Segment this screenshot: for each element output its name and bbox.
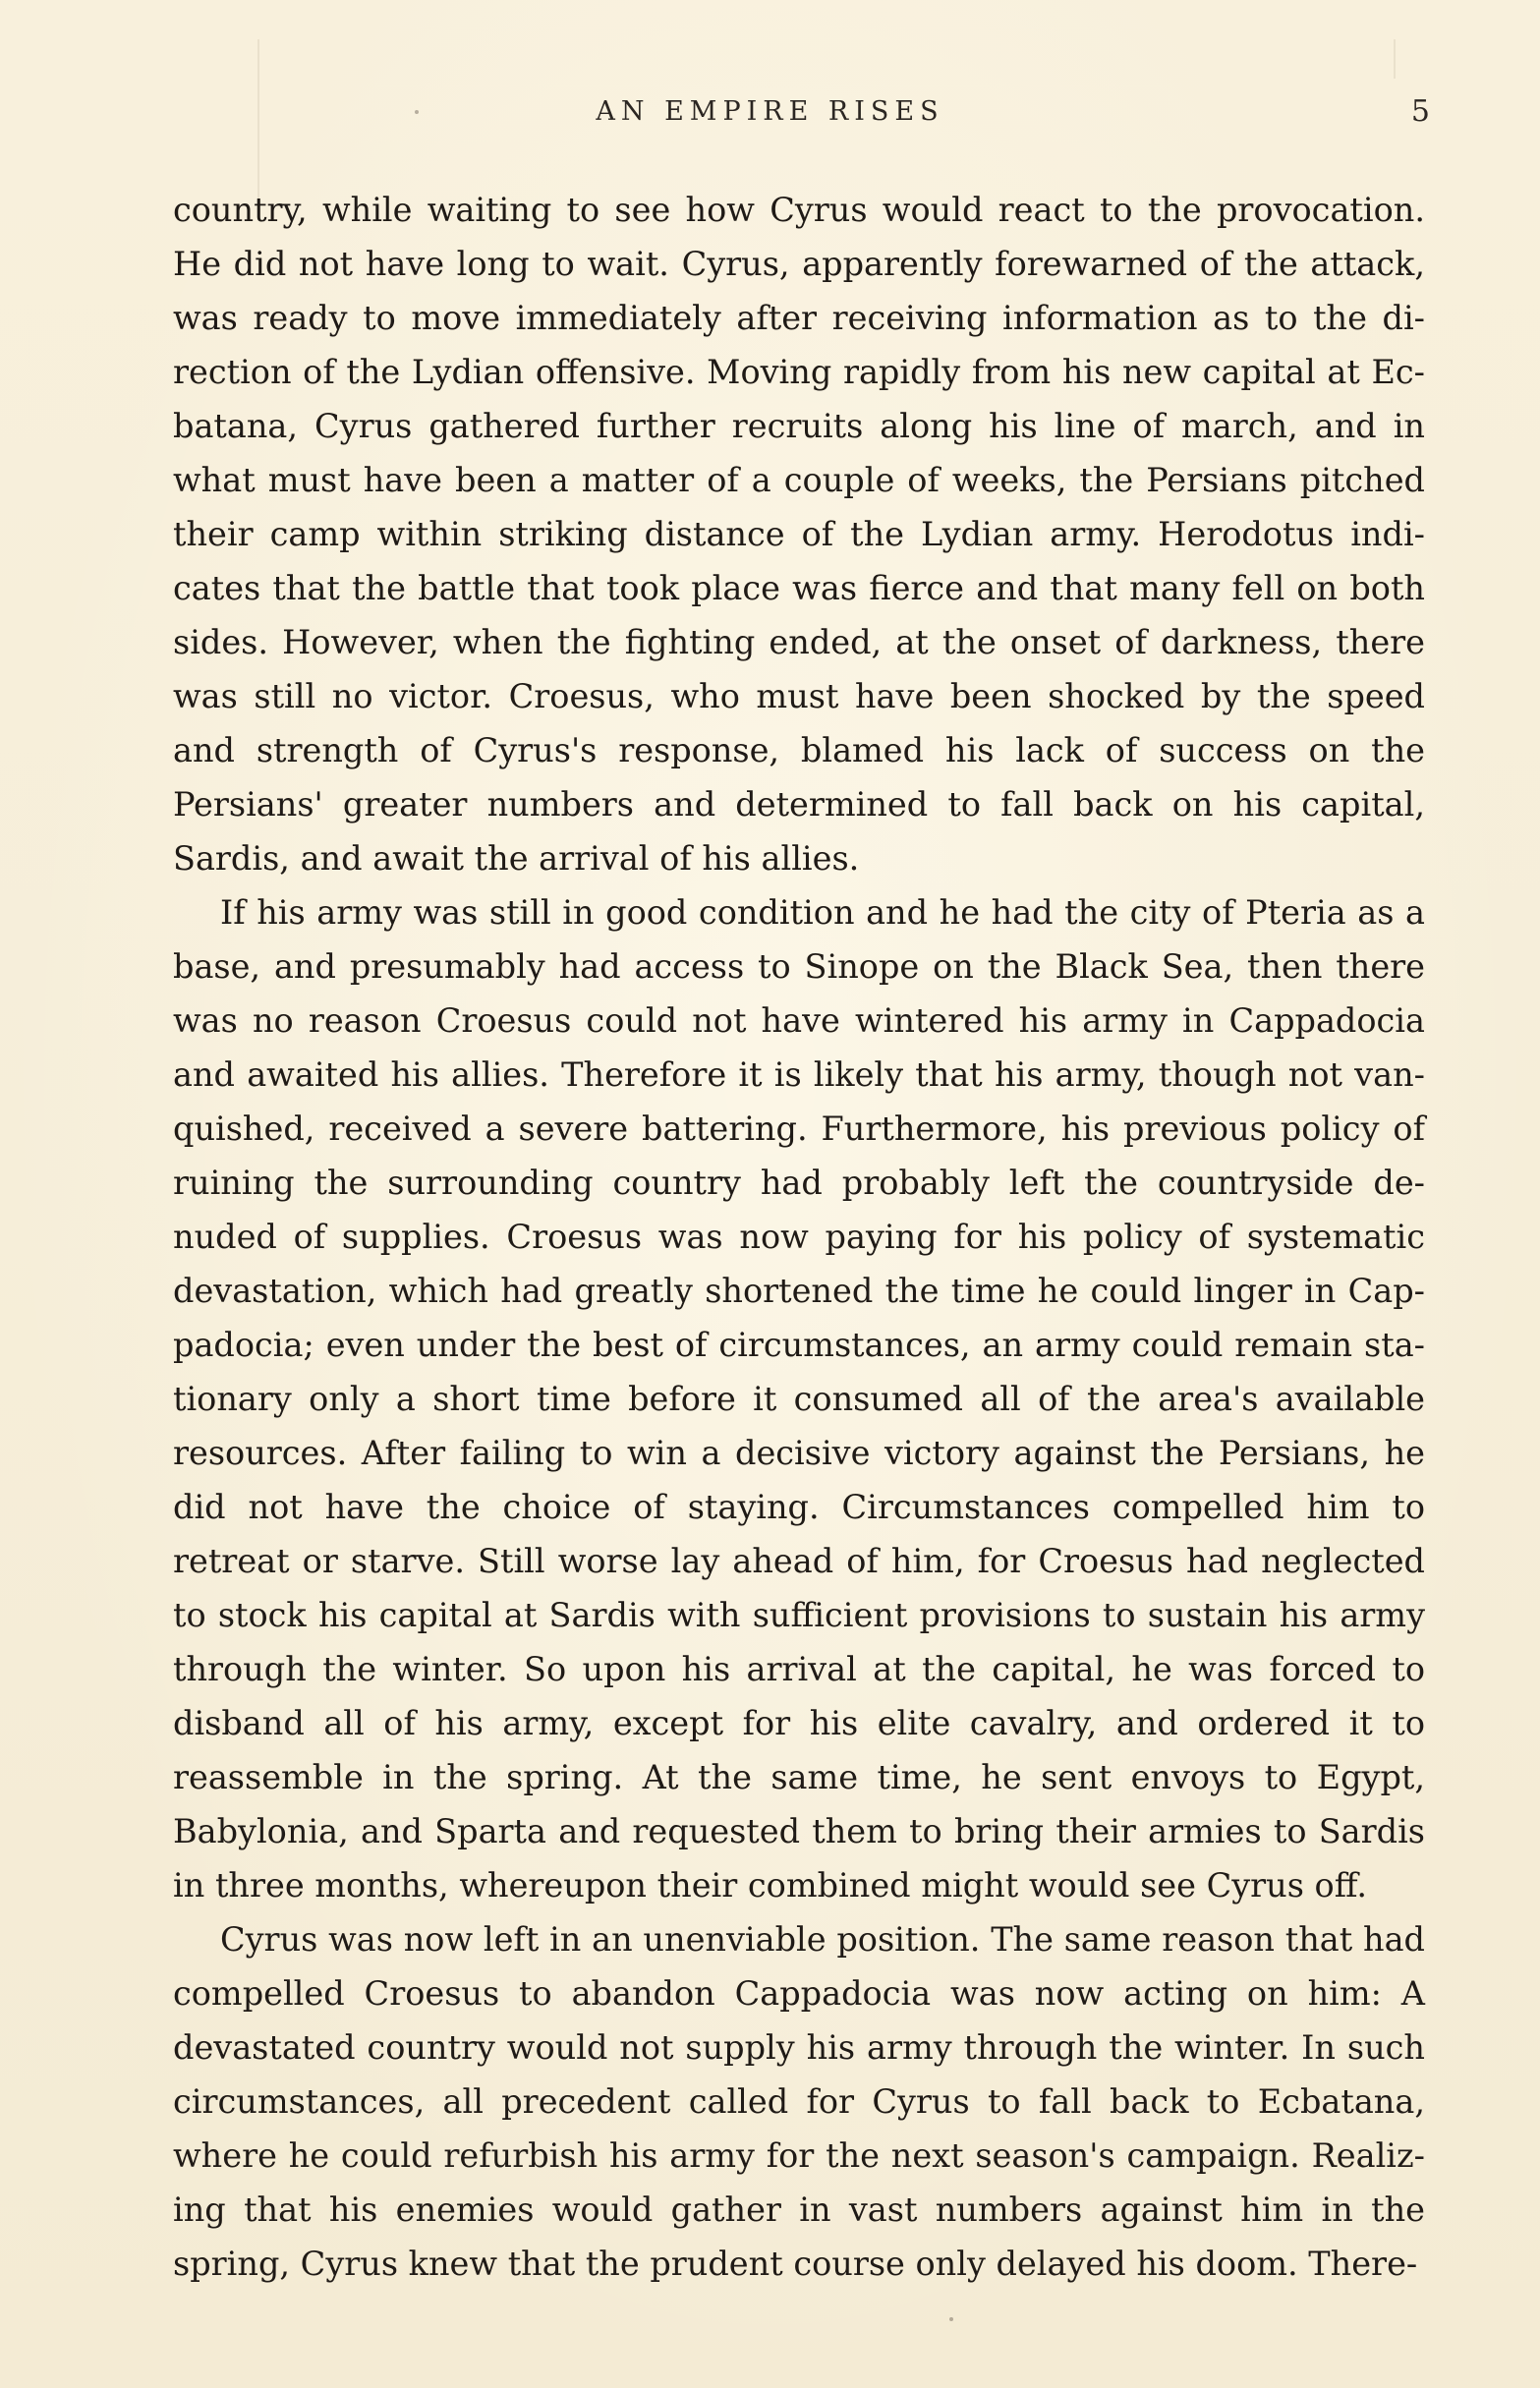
body-text [173,183,1425,2291]
paragraph-3: Cyrus was now left in an unenviable position. The same reason that had compelled Croesus to abandon Cappadocia was now acting on him: A devastated country would not supply his army through the winter. In such circumstances, all precedent called for Cyrus to fall back to Ecbatana, where he could refurbish his army for the next season's campaign. Realizing that his enemies would gather in vast numbers against him in the spring, Cyrus knew that the prudent course only delayed his doom. There- [173,1920,1425,2283]
paper-crease-right [1394,39,1396,79]
running-head: AN EMPIRE RISES [596,96,944,127]
page-number: 5 [1410,94,1430,129]
paper-speck [949,2317,953,2321]
paragraph-2: If his army was still in good condition and he had the city of Pteria as a base, and presumably had access to Sinope on the Black Sea, then there was no reason Croesus could not have wintered his army in Cappadocia and awaited his allies. Therefore it is likely that his army, though not vanquished, received a severe battering. Furthermore, his previous policy of ruining the surrounding country had probably left the countryside denuded of supplies. Croesus was now paying for his policy of systematic devastation, which had greatly shortened the time he could linger in Cappadocia; even under the best of circumstances, an army could remain stationary only a short time before it consumed all of the area's available resources. After failing to win a decisive victory against the Persians, he did not have the choice of staying. Circumstances compelled him to retreat or starve. Still worse lay ahead of him, for Croesus had neglected to stock his capital at Sardis with sufficient provisions to sustain his army through the winter. So upon his arrival at the capital, he was forced to disband all of his army, except for his elite cavalry, and ordered it to reassemble in the spring. At the same time, he sent envoys to Egypt, Babylonia, and Sparta and requested them to bring their armies to Sardis in three months, whereupon their combined might would see Cyrus off. [173,893,1425,1905]
page-header [0,92,1540,132]
paragraph-1: country, while waiting to see how Cyrus would react to the provocation. He did not have long to wait. Cyrus, apparently forewarned of the attack, was ready to move immediately after receiving information as to the direction of the Lydian offensive. Moving rapidly from his new capital at Ecbatana, Cyrus gathered further recruits along his line of march, and in what must have been a matter of a couple of weeks, the Persians pitched their camp within striking distance of the Lydian army. Herodotus indicates that the battle that took place was fierce and that many fell on both sides. However, when the fighting ended, at the onset of darkness, there was still no victor. Croesus, who must have been shocked by the speed and strength of Cyrus's response, blamed his lack of success on the Persians' greater numbers and determined to fall back on his capital, Sardis, and await the arrival of his allies. [173,191,1425,878]
